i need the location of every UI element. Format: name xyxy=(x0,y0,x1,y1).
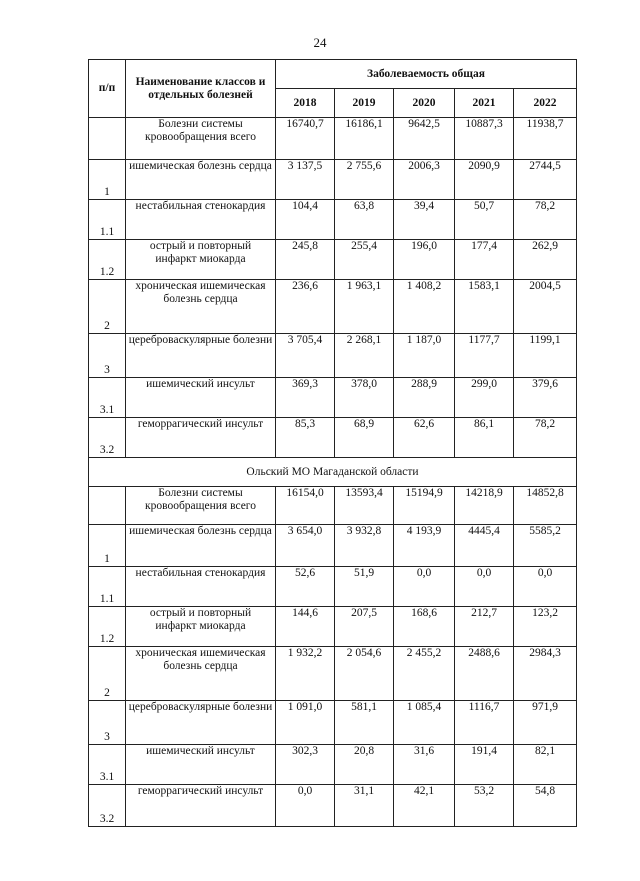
value-cell: 2 455,2 xyxy=(394,647,455,701)
value-cell: 104,4 xyxy=(276,200,335,240)
disease-name: нестабильная стенокардия xyxy=(126,567,276,607)
disease-name: геморрагический инсульт xyxy=(126,418,276,458)
value-cell: 63,8 xyxy=(335,200,394,240)
row-number: 3.2 xyxy=(89,785,126,827)
value-cell: 2004,5 xyxy=(514,280,577,334)
table-row xyxy=(89,280,577,334)
row-number: 1.2 xyxy=(89,607,126,647)
table-row xyxy=(89,785,577,827)
value-cell: 2006,3 xyxy=(394,160,455,200)
row-number: 3 xyxy=(89,701,126,745)
value-cell: 1583,1 xyxy=(455,280,514,334)
disease-name: нестабильная стенокардия xyxy=(126,200,276,240)
value-cell: 5585,2 xyxy=(514,525,577,567)
value-cell: 16186,1 xyxy=(335,118,394,160)
value-cell: 3 705,4 xyxy=(276,334,335,378)
value-cell: 1 091,0 xyxy=(276,701,335,745)
disease-name: Болезни системы кровообращения всего xyxy=(126,487,276,525)
table-row xyxy=(89,745,577,785)
value-cell: 14218,9 xyxy=(455,487,514,525)
value-cell: 54,8 xyxy=(514,785,577,827)
value-cell: 15194,9 xyxy=(394,487,455,525)
table-row xyxy=(89,200,577,240)
header-name: Наименование классов и отдельных болезней xyxy=(126,60,276,118)
value-cell: 51,9 xyxy=(335,567,394,607)
value-cell: 3 137,5 xyxy=(276,160,335,200)
value-cell: 10887,3 xyxy=(455,118,514,160)
value-cell: 20,8 xyxy=(335,745,394,785)
disease-name: цереброваскулярные болезни xyxy=(126,334,276,378)
value-cell: 1 085,4 xyxy=(394,701,455,745)
value-cell: 236,6 xyxy=(276,280,335,334)
value-cell: 4445,4 xyxy=(455,525,514,567)
table-row xyxy=(89,160,577,200)
row-number: 3.2 xyxy=(89,418,126,458)
row-number: 1.1 xyxy=(89,200,126,240)
value-cell: 2090,9 xyxy=(455,160,514,200)
value-cell: 2 268,1 xyxy=(335,334,394,378)
disease-name: ишемическая болезнь сердца xyxy=(126,160,276,200)
header-num: п/п xyxy=(89,60,126,118)
value-cell: 191,4 xyxy=(455,745,514,785)
row-number xyxy=(89,487,126,525)
row-number: 3.1 xyxy=(89,745,126,785)
disease-name: ишемический инсульт xyxy=(126,378,276,418)
value-cell: 1116,7 xyxy=(455,701,514,745)
header-year: 2019 xyxy=(335,89,394,118)
value-cell: 177,4 xyxy=(455,240,514,280)
value-cell: 14852,8 xyxy=(514,487,577,525)
section-title: Ольский МО Магаданской области xyxy=(89,458,577,487)
header-group: Заболеваемость общая xyxy=(276,60,577,89)
value-cell: 16740,7 xyxy=(276,118,335,160)
disease-name: геморрагический инсульт xyxy=(126,785,276,827)
row-number: 1.1 xyxy=(89,567,126,607)
value-cell: 68,9 xyxy=(335,418,394,458)
table-row xyxy=(89,418,577,458)
row-number: 1 xyxy=(89,160,126,200)
value-cell: 212,7 xyxy=(455,607,514,647)
table-row xyxy=(89,647,577,701)
value-cell: 581,1 xyxy=(335,701,394,745)
value-cell: 1199,1 xyxy=(514,334,577,378)
table-body xyxy=(89,118,577,827)
value-cell: 16154,0 xyxy=(276,487,335,525)
disease-name: острый и повторный инфаркт миокарда xyxy=(126,607,276,647)
page-number: 24 xyxy=(313,35,327,50)
row-number: 1 xyxy=(89,525,126,567)
row-number: 2 xyxy=(89,647,126,701)
value-cell: 0,0 xyxy=(455,567,514,607)
value-cell: 0,0 xyxy=(394,567,455,607)
value-cell: 78,2 xyxy=(514,418,577,458)
table-row xyxy=(89,378,577,418)
value-cell: 78,2 xyxy=(514,200,577,240)
value-cell: 53,2 xyxy=(455,785,514,827)
value-cell: 31,1 xyxy=(335,785,394,827)
value-cell: 52,6 xyxy=(276,567,335,607)
header-year: 2020 xyxy=(394,89,455,118)
morbidity-table xyxy=(88,59,577,827)
disease-name: ишемическая болезнь сердца xyxy=(126,525,276,567)
value-cell: 1177,7 xyxy=(455,334,514,378)
disease-name: хроническая ишемическая болезнь сердца xyxy=(126,647,276,701)
value-cell: 31,6 xyxy=(394,745,455,785)
value-cell: 262,9 xyxy=(514,240,577,280)
value-cell: 86,1 xyxy=(455,418,514,458)
value-cell: 144,6 xyxy=(276,607,335,647)
table-row xyxy=(89,607,577,647)
value-cell: 302,3 xyxy=(276,745,335,785)
value-cell: 3 932,8 xyxy=(335,525,394,567)
value-cell: 1 963,1 xyxy=(335,280,394,334)
table-row xyxy=(89,334,577,378)
row-number: 3 xyxy=(89,334,126,378)
value-cell: 255,4 xyxy=(335,240,394,280)
value-cell: 0,0 xyxy=(514,567,577,607)
value-cell: 2744,5 xyxy=(514,160,577,200)
value-cell: 82,1 xyxy=(514,745,577,785)
value-cell: 1 932,2 xyxy=(276,647,335,701)
header-year: 2021 xyxy=(455,89,514,118)
value-cell: 379,6 xyxy=(514,378,577,418)
table-row xyxy=(89,567,577,607)
value-cell: 288,9 xyxy=(394,378,455,418)
value-cell: 2984,3 xyxy=(514,647,577,701)
disease-name: хроническая ишемическая болезнь сердца xyxy=(126,280,276,334)
value-cell: 42,1 xyxy=(394,785,455,827)
value-cell: 369,3 xyxy=(276,378,335,418)
value-cell: 123,2 xyxy=(514,607,577,647)
value-cell: 196,0 xyxy=(394,240,455,280)
table-row xyxy=(89,240,577,280)
value-cell: 4 193,9 xyxy=(394,525,455,567)
section-row xyxy=(89,458,577,487)
disease-name: цереброваскулярные болезни xyxy=(126,701,276,745)
table-row xyxy=(89,701,577,745)
value-cell: 62,6 xyxy=(394,418,455,458)
row-number xyxy=(89,118,126,160)
value-cell: 39,4 xyxy=(394,200,455,240)
value-cell: 245,8 xyxy=(276,240,335,280)
value-cell: 2488,6 xyxy=(455,647,514,701)
value-cell: 971,9 xyxy=(514,701,577,745)
value-cell: 9642,5 xyxy=(394,118,455,160)
value-cell: 3 654,0 xyxy=(276,525,335,567)
table-row xyxy=(89,118,577,160)
disease-name: ишемический инсульт xyxy=(126,745,276,785)
row-number: 1.2 xyxy=(89,240,126,280)
value-cell: 299,0 xyxy=(455,378,514,418)
row-number: 3.1 xyxy=(89,378,126,418)
value-cell: 13593,4 xyxy=(335,487,394,525)
value-cell: 50,7 xyxy=(455,200,514,240)
value-cell: 2 054,6 xyxy=(335,647,394,701)
value-cell: 168,6 xyxy=(394,607,455,647)
header-year: 2018 xyxy=(276,89,335,118)
value-cell: 2 755,6 xyxy=(335,160,394,200)
value-cell: 378,0 xyxy=(335,378,394,418)
value-cell: 1 187,0 xyxy=(394,334,455,378)
value-cell: 0,0 xyxy=(276,785,335,827)
disease-name: Болезни системы кровообращения всего xyxy=(126,118,276,160)
row-number: 2 xyxy=(89,280,126,334)
table-row xyxy=(89,525,577,567)
value-cell: 1 408,2 xyxy=(394,280,455,334)
disease-name: острый и повторный инфаркт миокарда xyxy=(126,240,276,280)
table-row xyxy=(89,487,577,525)
value-cell: 11938,7 xyxy=(514,118,577,160)
value-cell: 85,3 xyxy=(276,418,335,458)
value-cell: 207,5 xyxy=(335,607,394,647)
header-year: 2022 xyxy=(514,89,577,118)
